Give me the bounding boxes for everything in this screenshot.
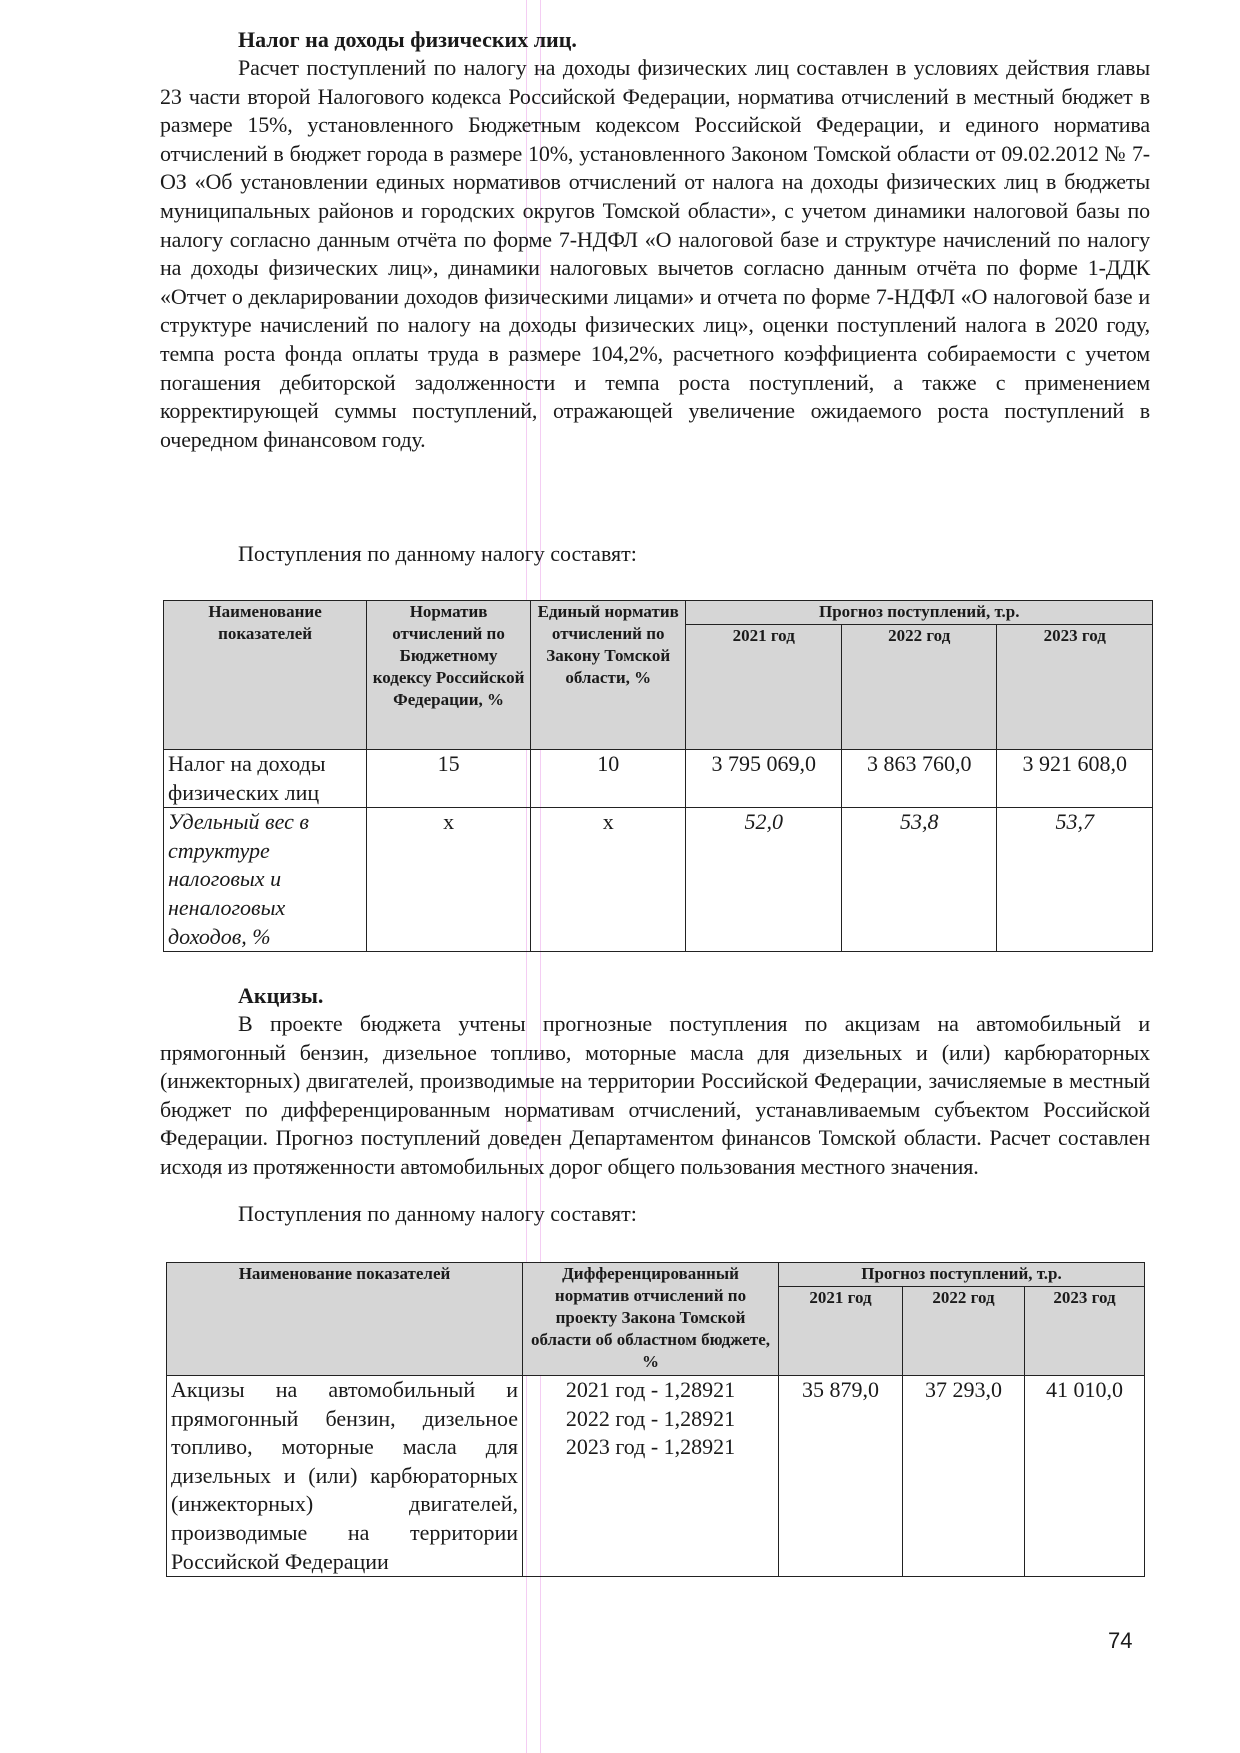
- excise-table: [166, 1262, 1145, 1577]
- header-year: 2021 год: [779, 1287, 903, 1376]
- row-norm-bk: 15: [367, 750, 531, 808]
- income-tax-table: [163, 600, 1153, 952]
- section-heading: Налог на доходы физических лиц.: [238, 27, 577, 52]
- header-year: 2023 год: [1025, 1287, 1145, 1376]
- row-name: Удельный вес в структуре налоговых и неналоговых доходов, %: [164, 808, 367, 952]
- table-row: [164, 750, 1153, 808]
- row-name: Налог на доходы физических лиц: [164, 750, 367, 808]
- section-heading: Акцизы.: [238, 983, 324, 1008]
- row-value-2022: 53,8: [841, 808, 997, 952]
- row-norm-bk: х: [367, 808, 531, 952]
- header-forecast: Прогноз поступлений, т.р.: [686, 601, 1153, 625]
- row-value-2021: 3 795 069,0: [686, 750, 842, 808]
- section-paragraph: В проекте бюджета учтены прогнозные поступления по акцизам на автомобильный и прямогонный бензин, дизельное топливо, моторные масла для дизельных и (или) карбюраторных (инжекторных) двигателей, производимые на территории Российской Федерации, зачисляемые в местный бюджет по дифференцированным нормативам отчислений, устанавливаемым субъектом Российской Федерации. Прогноз поступлений доведен Департаментом финансов Томской области. Расчет составлен исходя из протяженности автомобильных дорог общего пользования местного значения.: [160, 1011, 1150, 1179]
- diff-norm-line: 2023 год - 1,28921: [565, 1434, 736, 1460]
- row-value-2023: 3 921 608,0: [997, 750, 1153, 808]
- header-year: 2023 год: [997, 625, 1153, 750]
- section-excise: [160, 978, 1150, 1182]
- table-header-row: [164, 601, 1153, 625]
- header-year: 2021 год: [686, 625, 842, 750]
- row-value-2021: 52,0: [686, 808, 842, 952]
- row-name: Акцизы на автомобильный и прямогонный бензин, дизельное топливо, моторные масла для дизельных и (или) карбюраторных (инжекторных) двигателей, производимые на территории Российской Федерации: [167, 1376, 523, 1577]
- table-header-row: [167, 1263, 1145, 1287]
- row-norm-law: х: [530, 808, 686, 952]
- table-intro: [160, 540, 1150, 569]
- table-row: [167, 1376, 1145, 1577]
- table-row: [164, 808, 1153, 952]
- header-name: Наименование показателей: [164, 601, 367, 750]
- row-value-2022: 37 293,0: [903, 1376, 1025, 1577]
- header-norm-law: Единый норматив отчислений по Закону Томской области, %: [530, 601, 686, 750]
- diff-norm-line: 2022 год - 1,28921: [565, 1405, 736, 1431]
- row-value-2021: 35 879,0: [779, 1376, 903, 1577]
- row-diff-norm: [523, 1376, 779, 1577]
- diff-norm-line: 2021 год - 1,28921: [565, 1377, 736, 1402]
- table-intro-text: Поступления по данному налогу составят:: [238, 1201, 637, 1226]
- row-value-2022: 3 863 760,0: [841, 750, 997, 808]
- section-personal-income-tax: [160, 22, 1150, 454]
- row-norm-law: 10: [530, 750, 686, 808]
- header-diff-norm: Дифференцированный норматив отчислений по проекту Закона Томской области об областном бюджете, %: [523, 1263, 779, 1376]
- row-value-2023: 53,7: [997, 808, 1153, 952]
- page-number: 74: [1108, 1628, 1133, 1653]
- table-intro: [160, 1200, 1150, 1229]
- row-value-2023: 41 010,0: [1025, 1376, 1145, 1577]
- header-year: 2022 год: [903, 1287, 1025, 1376]
- header-norm-bk: Норматив отчислений по Бюджетному кодексу Российской Федерации, %: [367, 601, 531, 750]
- header-year: 2022 год: [841, 625, 997, 750]
- header-forecast: Прогноз поступлений, т.р.: [779, 1263, 1145, 1287]
- table-intro-text: Поступления по данному налогу составят:: [238, 541, 637, 566]
- section-paragraph: Расчет поступлений по налогу на доходы физических лиц составлен в условиях действия главы 23 части второй Налогового кодекса Российской Федерации, норматива отчислений в местный бюджет в размере 15%, установленного Бюджетным кодексом Российской Федерации, и единого норматива отчислений в бюджет города в размере 10%, установленного Законом Томской области от 09.02.2012 № 7-ОЗ «Об установлении единых нормативов отчислений от налога на доходы физических лиц в бюджеты муниципальных районов и городских округов Томской области», с учетом динамики налоговой базы по налогу согласно данным отчёта по форме 7-НДФЛ «О налоговой базе и структуре начислений по налогу на доходы физических лиц», динамики налоговых вычетов согласно данным отчёта по форме 1-ДДК «Отчет о декларировании доходов физическими лицами» и отчета по форме 7-НДФЛ «О налоговой базе и структуре начислений по налогу на доходы физических лиц», оценки поступлений налога в 2020 году, темпа роста фонда оплаты труда в размере 104,2%, расчетного коэффициента собираемости с учетом погашения дебиторской задолженности и темпа роста поступлений, а также с применением корректирующей суммы поступлений, отражающей увеличение ожидаемого роста поступлений в очередном финансовом году.: [160, 55, 1150, 452]
- header-name: Наименование показателей: [167, 1263, 523, 1376]
